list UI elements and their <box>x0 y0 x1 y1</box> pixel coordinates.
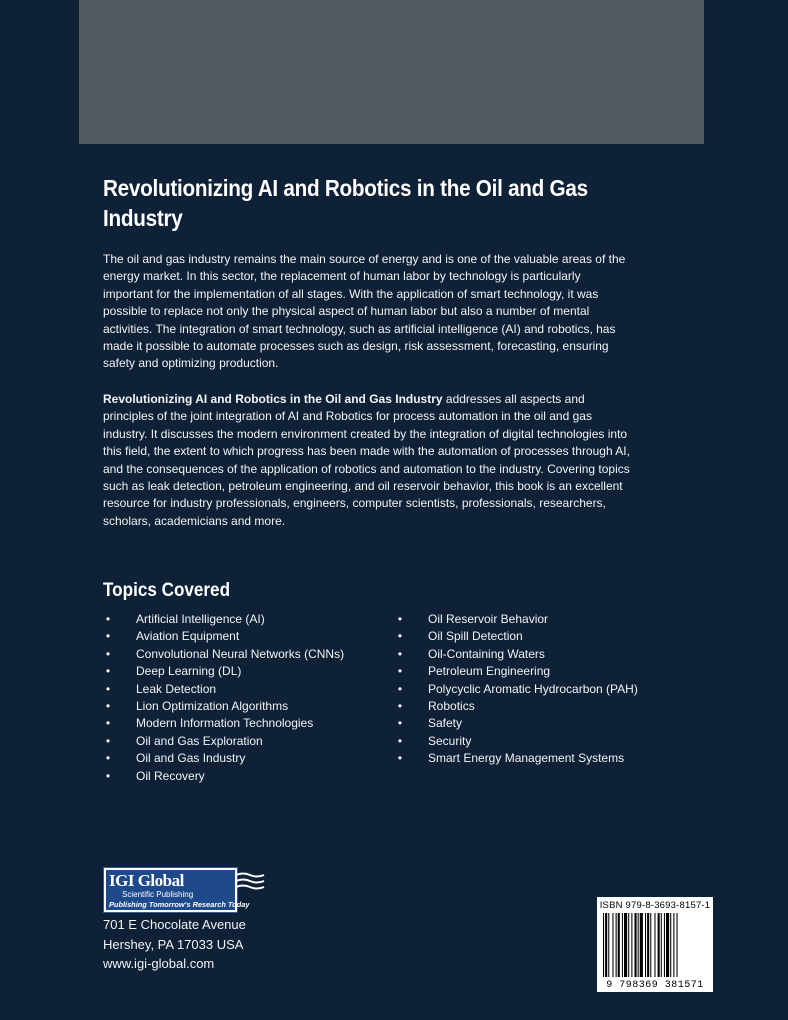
topic-item <box>103 715 344 732</box>
isbn-label: ISBN 979-8-3693-8157-1 <box>599 900 711 911</box>
topic-label: Petroleum Engineering <box>428 664 551 679</box>
barcode-bar <box>647 913 649 977</box>
barcode-bar <box>673 913 674 977</box>
topics-heading: Topics Covered <box>103 580 231 601</box>
barcode-bar <box>631 913 632 977</box>
bullet-icon: • <box>105 768 111 783</box>
cover-image-panel <box>79 0 704 144</box>
topic-item <box>103 681 344 698</box>
barcode-bar <box>616 913 617 977</box>
bullet-icon: • <box>105 733 111 748</box>
bullet-icon: • <box>397 664 403 679</box>
topic-label: Oil Spill Detection <box>428 629 523 644</box>
isbn-barcode <box>597 897 713 992</box>
barcode-bar <box>670 913 671 977</box>
topic-item <box>395 750 638 767</box>
topic-label: Aviation Equipment <box>136 629 240 644</box>
bullet-icon: • <box>105 751 111 766</box>
topic-label: Polycyclic Aromatic Hydrocarbon (PAH) <box>428 681 638 696</box>
topic-item <box>103 628 344 645</box>
topic-item <box>395 715 638 732</box>
topic-item <box>395 611 638 628</box>
bullet-icon: • <box>105 612 111 626</box>
topic-label: Leak Detection <box>136 681 217 696</box>
topic-item <box>395 646 638 663</box>
barcode-bar <box>628 913 629 977</box>
topic-label: Convolutional Neural Networks (CNNs) <box>136 646 345 661</box>
topic-label: Oil Reservoir Behavior <box>428 612 549 626</box>
bullet-icon: • <box>105 699 111 714</box>
topic-label: Oil Recovery <box>136 768 205 783</box>
topic-item <box>103 611 344 628</box>
topic-label: Security <box>428 733 472 748</box>
bullet-icon: • <box>397 681 403 696</box>
topic-item <box>395 681 638 698</box>
topic-item <box>103 698 344 715</box>
topic-label: Robotics <box>428 699 475 714</box>
topic-item <box>395 628 638 645</box>
topic-item <box>103 646 344 663</box>
topic-item <box>395 698 638 715</box>
description-paragraph-2 <box>103 391 633 530</box>
logo-subtitle: Scientific Publishing <box>122 890 194 899</box>
topic-label: Lion Optimization Algorithms <box>136 699 289 714</box>
topic-label: Oil and Gas Exploration <box>136 733 263 748</box>
topic-label: Deep Learning (DL) <box>136 664 242 679</box>
barcode-bar <box>622 913 623 977</box>
barcode-bar <box>640 913 643 977</box>
igi-global-logo <box>103 867 250 913</box>
barcode-bar <box>658 913 660 977</box>
logo-brand: IGI Global <box>109 871 184 890</box>
publisher-website: www.igi-global.com <box>103 956 215 971</box>
barcode-bar <box>666 913 669 977</box>
barcode-bar <box>664 913 665 977</box>
bullet-icon: • <box>397 733 403 748</box>
bullet-icon: • <box>105 681 111 696</box>
bullet-icon: • <box>397 646 403 661</box>
topics-list-right <box>395 611 638 768</box>
bullet-icon: • <box>105 716 111 731</box>
bullet-icon: • <box>397 751 403 766</box>
barcode-bar <box>624 913 627 977</box>
logo-tagline: Publishing Tomorrow's Research Today <box>109 900 250 909</box>
barcode-bar <box>645 913 646 977</box>
barcode-bar <box>650 913 651 977</box>
publisher-address <box>103 915 246 974</box>
topics-list-left <box>103 611 344 785</box>
address-street: 701 E Chocolate Avenue <box>103 917 246 932</box>
bullet-icon: • <box>105 664 111 679</box>
bullet-icon: • <box>397 629 403 644</box>
topic-item <box>395 663 638 680</box>
topic-item <box>395 733 638 750</box>
barcode-bar <box>654 913 655 977</box>
topic-item <box>103 663 344 680</box>
topic-label: Oil and Gas Industry <box>136 751 246 766</box>
barcode-bar <box>612 913 613 977</box>
description-text: addresses all aspects and principles of the joint integration of AI and Robotics for process automation in the oil and gas industry. It discusses the modern environment created by the integration of digital technologies into this field, the extent to which progress has been made with the automation of processes through AI, and the consequences of the application of robotics and automation to the industry. Covering topics such as leak detection, petroleum engineering, and oil reservoir behavior, this book is an excellent resource for industry professionals, engineers, computer scientists, professionals, researchers, scholars, academicians and more. <box>103 392 630 528</box>
bullet-icon: • <box>397 612 403 626</box>
barcode-bar <box>618 913 620 977</box>
topic-label: Modern Information Technologies <box>136 716 314 731</box>
topic-label: Smart Energy Management Systems <box>428 751 625 766</box>
bullet-icon: • <box>105 646 111 661</box>
bullet-icon: • <box>397 699 403 714</box>
description-paragraph-1: The oil and gas industry remains the main source of energy and is one of the valuable areas of the energy market. In this sector, the replacement of human labor by technology is particularly important for the implementation of all stages. With the application of smart technology, it was possible to replace not only the physical aspect of human labor but also a number of mental activities. The integration of smart technology, such as artificial intelligence (AI) and robotics, has made it possible to automate processes such as design, risk assessment, forecasting, ensuring safety and optimizing production. <box>103 252 626 371</box>
topic-label: Oil-Containing Waters <box>428 646 545 661</box>
barcode-bar <box>638 913 639 977</box>
bullet-icon: • <box>105 629 111 644</box>
barcode-bar <box>661 913 662 977</box>
topic-label: Artificial Intelligence (AI) <box>136 612 265 626</box>
topic-item <box>103 733 344 750</box>
bullet-icon: • <box>397 716 403 731</box>
barcode-bar <box>605 913 607 977</box>
topic-item <box>103 768 344 785</box>
barcode-icon <box>601 913 709 979</box>
logo-waves-icon <box>236 872 266 892</box>
topic-label: Safety <box>428 716 463 731</box>
barcode-bar <box>677 913 678 977</box>
description-book-title: Revolutionizing AI and Robotics in the Oil and Gas Industry <box>103 392 443 406</box>
barcode-bar <box>635 913 637 977</box>
address-city: Hershey, PA 17033 USA <box>103 936 244 952</box>
barcode-digits: 9 798369 381571 <box>606 980 704 991</box>
barcode-bar <box>608 913 609 977</box>
book-title: Revolutionizing AI and Robotics in the Oil and Gas Industry <box>103 175 588 231</box>
topic-item <box>103 750 344 767</box>
barcode-bar <box>603 913 604 977</box>
